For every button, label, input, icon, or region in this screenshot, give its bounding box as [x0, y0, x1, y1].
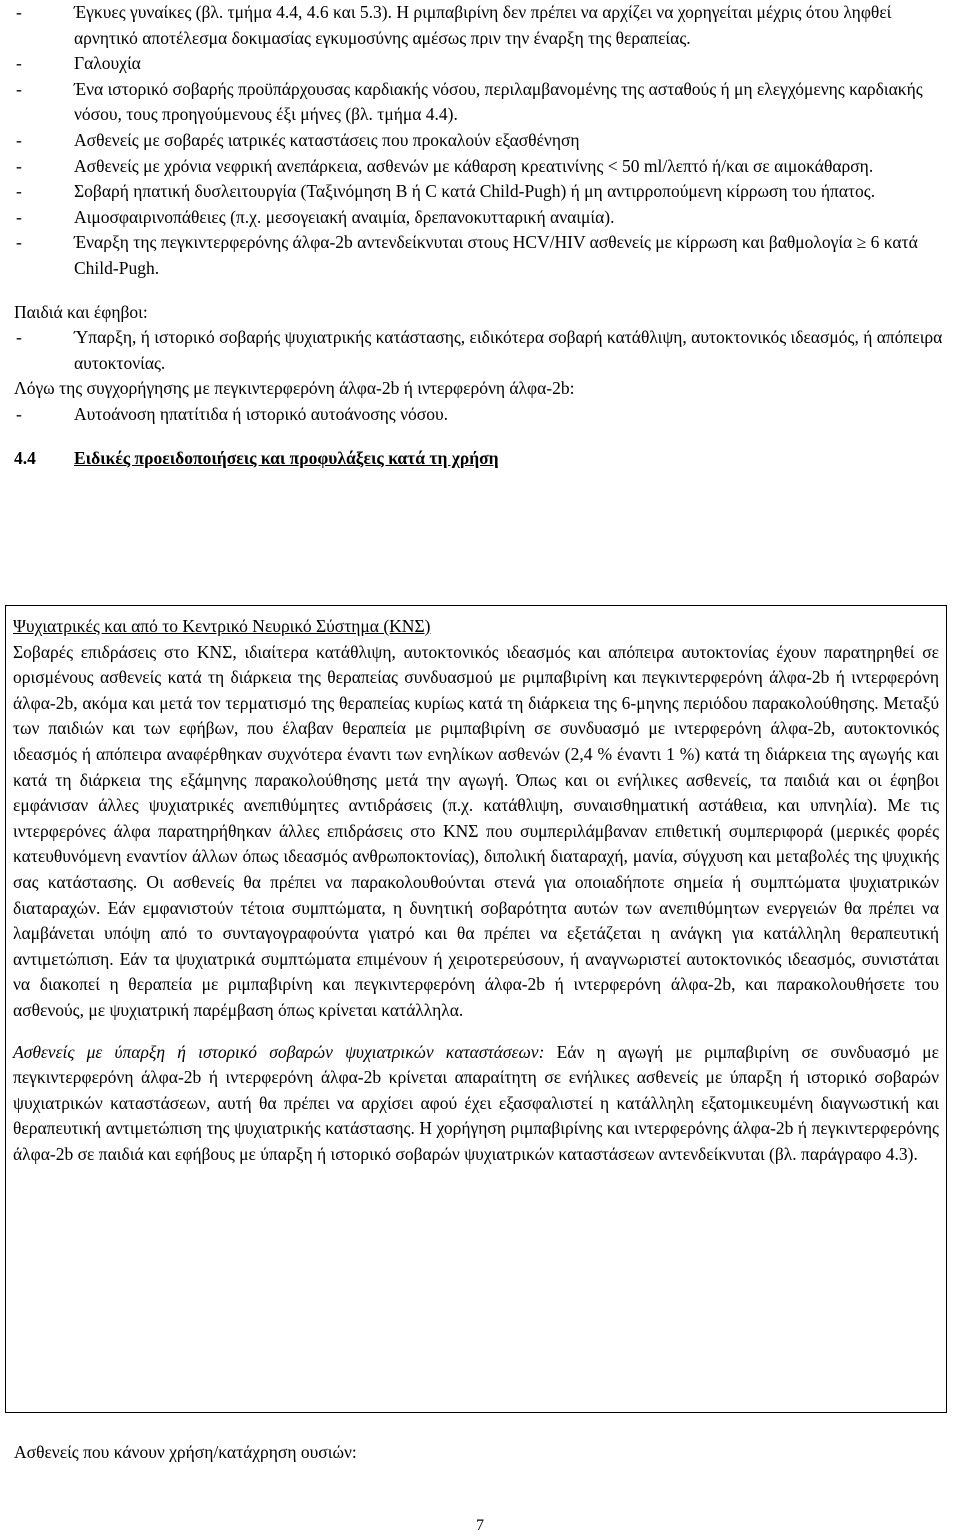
contra-item	[14, 230, 944, 281]
bullet-dash: -	[16, 129, 22, 150]
contra-item	[14, 179, 944, 205]
contra-item	[14, 154, 944, 180]
contra-item	[14, 77, 944, 128]
italic-lead: Ασθενείς με ύπαρξη ή ιστορικό σοβαρών ψυχιατρικών καταστάσεων:	[13, 1041, 545, 1062]
contra-item	[14, 0, 944, 51]
contra-item-text: Ασθενείς με σοβαρές ιατρικές καταστάσεις που προκαλούν εξασθένηση	[74, 129, 580, 150]
combo-heading: Λόγω της συγχορήγησης με πεγκιντερφερόνη άλφα-2b ή ιντερφερόνη άλφα-2b:	[14, 378, 575, 399]
document-page	[14, 0, 944, 471]
bullet-dash: -	[16, 78, 22, 99]
contra-item-text: Σοβαρή ηπατική δυσλειτουργία (Ταξινόμηση Β ή C κατά Child-Pugh) ή μη αντιρροπούμενη κίρρωση του ήπατος.	[74, 181, 876, 202]
spacer	[14, 428, 944, 446]
combo-item-text: Αυτοάνοση ηπατίτιδα ή ιστορικό αυτοάνοσης νόσου.	[74, 403, 448, 424]
contra-item	[14, 128, 944, 154]
children-item	[14, 325, 944, 376]
after-box-heading: Ασθενείς που κάνουν χρήση/κατάχρηση ουσιών:	[14, 1442, 357, 1462]
section-heading	[14, 446, 944, 472]
contra-item-text: Γαλουχία	[74, 53, 141, 74]
children-item-text: Ύπαρξη, ή ιστορικό σοβαρής ψυχιατρικής κατάστασης, ειδικότερα σοβαρή κατάθλιψη, αυτοκτονικός ιδεασμός, ή απόπειρα αυτοκτονίας.	[74, 327, 943, 373]
bullet-dash: -	[16, 155, 22, 176]
contra-item-text: Έγκυες γυναίκες (βλ. τμήμα 4.4, 4.6 και 5.3). Η ριμπαβιρίνη δεν πρέπει να αρχίζει να χορηγείται μέχρις ότου ληφθεί αρνητικό αποτέλεσμα δοκιμασίας εγκυμοσύνης αμέσως πριν την έναρξη της θεραπείας.	[74, 2, 892, 48]
box-paragraph-2	[13, 1040, 939, 1168]
contra-item-text: Αιμοσφαιρινοπάθειες (π.χ. μεσογειακή αναιμία, δρεπανοκυτταρική αναιμία).	[74, 206, 615, 227]
contra-item-text: Έναρξη της πεγκιντερφερόνης άλφα-2b αντενδείκνυται στους HCV/HIV ασθενείς με κίρρωση και βαθμολογία ≥ 6 κατά Child-Pugh.	[74, 232, 918, 278]
warning-box	[5, 605, 947, 1413]
bullet-dash: -	[16, 327, 22, 348]
spacer	[14, 282, 944, 300]
page-number: 7	[476, 1517, 484, 1534]
children-heading: Παιδιά και έφηβοι:	[14, 301, 148, 322]
combo-item	[14, 402, 944, 428]
box-paragraph-2-text: Εάν η αγωγή με ριμπαβιρίνη σε συνδυασμό με πεγκιντερφερόνη άλφα-2b ή ιντερφερόνη άλφα-2b κρίνεται απαραίτητη σε ενήλικες ασθενείς με ύπαρξη ή ιστορικό σοβαρών ψυχιατρικών καταστάσεων, αυτή θα πρέπει να αρχίσει αφού έχει εξασφαλιστεί η κατάλληλη εξατομικευμένη διαγνωστική και θεραπευτική αντιμετώπιση της ψυχιατρικής κατάστασης. Η χορήγηση ριμπαβιρίνης και ιντερφερόνης άλφα-2b ή πεγκιντερφερόνης άλφα-2b σε παιδιά και εφήβους με ύπαρξη ή ιστορικό σοβαρών ψυχιατρικών καταστάσεων αντενδείκνυται (βλ. παράγραφο 4.3).	[13, 1041, 939, 1164]
bullet-dash: -	[16, 232, 22, 253]
bullet-dash: -	[16, 181, 22, 202]
section-title: Ειδικές προειδοποιήσεις και προφυλάξεις κατά τη χρήση	[74, 447, 499, 468]
bullet-dash: -	[16, 206, 22, 227]
bullet-dash: -	[16, 53, 22, 74]
section-number: 4.4	[14, 447, 36, 468]
contra-item	[14, 51, 944, 77]
contra-item	[14, 205, 944, 231]
bullet-dash: -	[16, 403, 22, 424]
contra-item-text: Ασθενείς με χρόνια νεφρική ανεπάρκεια, ασθενών με κάθαρση κρεατινίνης < 50 ml/λεπτό ή/και σε αιμοκάθαρση.	[74, 155, 874, 176]
spacer	[13, 1024, 939, 1040]
contra-item-text: Ένα ιστορικό σοβαρής προϋπάρχουσας καρδιακής νόσου, περιλαμβανομένης της ασταθούς ή μη ελεγχόμενης καρδιακής νόσου, τους προηγούμενους έξι μήνες (βλ. τμήμα 4.4).	[74, 78, 923, 125]
box-paragraph-1: Σοβαρές επιδράσεις στο ΚΝΣ, ιδιαίτερα κατάθλιψη, αυτοκτονικός ιδεασμός και απόπειρα αυτοκτονίας έχουν παρατηρηθεί σε ορισμένους ασθενείς κατά τη διάρκεια της θεραπείας συνδυασμού με ριμπαβιρίνη και πεγκιντερφερόνη άλφα-2b ή ιντερφερόνη άλφα-2b, ακόμα και μετά τον τερματισμό της θεραπείας κυρίως κατά τη διάρκεια της 6-μηνης περιόδου παρακολούθησης. Μεταξύ των παιδιών και των εφήβων, που έλαβαν θεραπεία με ριμπαβιρίνη σε συνδυασμό με ιντερφερόνη άλφα-2b, αυτοκτονικός ιδεασμός ή απόπειρα αναφέρθηκαν συχνότερα έναντι των ενηλίκων ασθενών (2,4 % έναντι 1 %) κατά τη διάρκεια της αγωγής και κατά τη διάρκεια της εξάμηνης παρακολούθησης μετά την αγωγή. Όπως και οι ενήλικες ασθενείς, τα παιδιά και οι έφηβοι εμφάνισαν άλλες ψυχιατρικές ανεπιθύμητες αντιδράσεις (π.χ. κατάθλιψη, συναισθηματική αστάθεια, και υπνηλία). Με τις ιντερφερόνες άλφα παρατηρήθηκαν άλλες επιδράσεις στο ΚΝΣ που συμπεριλάμβαναν επιθετική συμπεριφορά (μερικές φορές κατευθυνόμενη εναντίον άλλων όπως ιδεασμός ανθρωποκτονίας), διπολική διαταραχή, μανία, σύγχυση και μεταβολές της ψυχικής σας κατάστασης. Οι ασθενείς θα πρέπει να παρακολουθούνται στενά για οποιαδήποτε σημεία ή συμπτώματα ψυχιατρικών διαταραχών. Εάν εμφανιστούν τέτοια συμπτώματα, η δυνητική σοβαρότητα αυτών των ανεπιθύμητων ενεργειών θα πρέπει να λαμβάνεται υπόψη από το συνταγογραφούντα γιατρό και θα πρέπει να εξετάζεται η ανάγκη για κατάλληλη θεραπευτική αντιμετώπιση. Εάν τα ψυχιατρικά συμπτώματα επιμένουν ή χειροτερεύσουν, ή αναγνωριστεί αυτοκτονικός ιδεασμός, συνιστάται να διακοπεί η θεραπεία με ριμπαβιρίνη και πεγκιντερφερόνη άλφα-2b ή ιντερφερόνη άλφα-2b, και παρακολουθήσετε του ασθενούς, με ψυχιατρική παρέμβαση όπως κρίνεται κατάλληλα.	[13, 641, 939, 1020]
bullet-dash: -	[16, 2, 22, 22]
box-subheading: Ψυχιατρικές και από το Κεντρικό Νευρικό Σύστημα (ΚΝΣ)	[13, 616, 431, 636]
